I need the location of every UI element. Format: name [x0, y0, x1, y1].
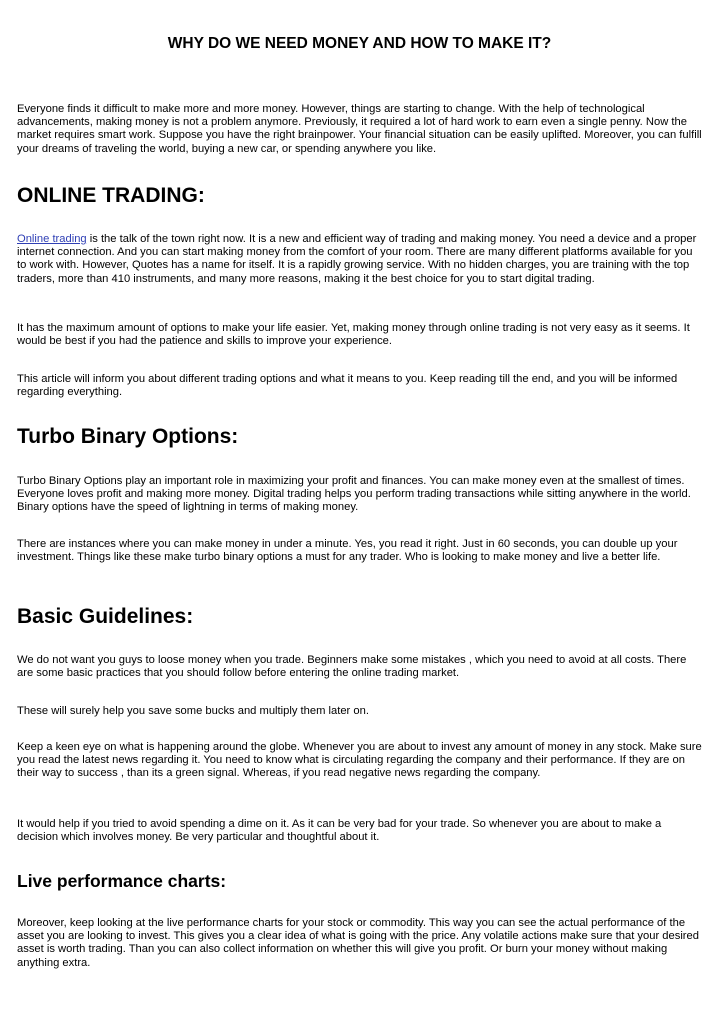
- online-trading-paragraph-3: This article will inform you about different trading options and what it means to you. Keep reading till the end, and you will be informed regarding everything.: [17, 373, 678, 399]
- online-trading-paragraph-1: [17, 233, 703, 286]
- live-charts-heading: Live performance charts:: [17, 871, 227, 891]
- basic-guidelines-heading: Basic Guidelines:: [17, 605, 194, 628]
- guidelines-paragraph-3: Keep a keen eye on what is happening around the globe. Whenever you are about to invest any amount of money in any stock. Make sure you read the latest news regarding it. You need to know what is circulating regarding the company and their performance. If they are on their way to success , than its a green signal. Whereas, if you read negative news regarding the company.: [17, 741, 702, 780]
- turbo-binary-heading: Turbo Binary Options:: [17, 425, 239, 448]
- document-title: WHY DO WE NEED MONEY AND HOW TO MAKE IT?: [167, 35, 552, 52]
- online-trading-paragraph-1-text: is the talk of the town right now. It is a new and efficient way of trading and making money. You need a device and a proper internet connection. And you can start making money from the comfort of your room. There are many different platforms available for you to work with. However, Quotes has a name for itself. It is a rapidly growing service. With no hidden charges, you are training with the top traders, more than 410 instruments, and many more reasons, making it the best choice for you to start digital trading.: [17, 233, 697, 285]
- live-charts-paragraph: Moreover, keep looking at the live performance charts for your stock or commodity. This way you can see the actual performance of the asset you are looking to invest. This gives you a clear idea of what is going with the price. Any volatile actions make sure that your desired asset is worth trading. Than you can also collect information on whether this will give you profit. Or burn your money without making anything extra.: [17, 917, 699, 969]
- online-trading-heading: ONLINE TRADING:: [17, 184, 205, 207]
- turbo-binary-paragraph-2: There are instances where you can make money in under a minute. Yes, you read it right. Just in 60 seconds, you can double up your investment. Things like these make turbo binary options a must for any trader. Who is looking to make money and live a better life.: [17, 538, 678, 564]
- online-trading-link[interactable]: Online trading: [17, 233, 87, 245]
- guidelines-paragraph-4: It would help if you tried to avoid spending a dime on it. As it can be very bad for your trade. So whenever you are about to make a decision which involves money. Be very particular and thoughtful about it.: [17, 818, 662, 844]
- turbo-binary-paragraph-1: Turbo Binary Options play an important role in maximizing your profit and finances. You can make money even at the smallest of times. Everyone loves profit and making more money. Digital trading helps you perform trading transactions while sitting anywhere in the world. Binary options have the speed of lightning in terms of making money.: [17, 475, 691, 514]
- intro-paragraph: Everyone finds it difficult to make more and more money. However, things are starting to change. With the help of technological advancements, making money is not a problem anymore. Previously, it required a lot of hard work to earn even a single penny. Now the market requires smart work. Suppose you have the right brainpower. Your financial situation can be easily uplifted. Moreover, you can fulfill your dreams of traveling the world, buying a new car, or spending anywhere you like.: [17, 103, 702, 155]
- online-trading-paragraph-2: It has the maximum amount of options to make your life easier. Yet, making money through online trading is not very easy as it seems. It would be best if you had the patience and skills to improve your experience.: [17, 322, 690, 348]
- guidelines-paragraph-2: These will surely help you save some bucks and multiply them later on.: [17, 705, 369, 717]
- guidelines-paragraph-1: We do not want you guys to loose money when you trade. Beginners make some mistakes , which you need to avoid at all costs. There are some basic practices that you should follow before entering the online trading market.: [17, 654, 687, 680]
